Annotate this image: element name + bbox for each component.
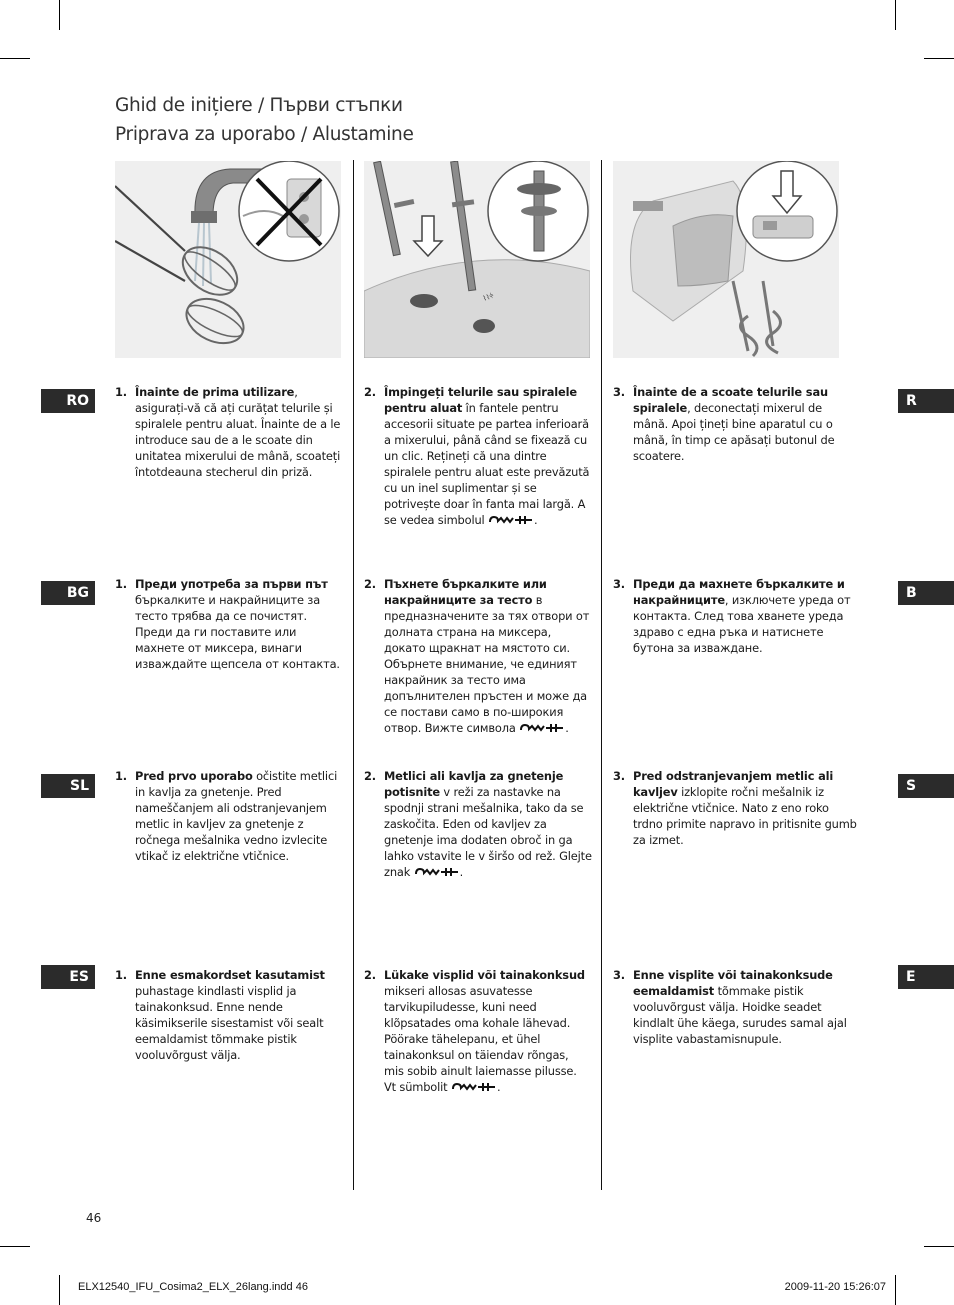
step-text: mikseri allosas asuvatesse tarvikupiludesse, kuni need klõpsatades oma kohale lähevad. Pöörake tähelepanu, et ühel tainakonksul on täiendav rõngas, mis sobib ainult laiemasse pilusse. Vt sümbolit <box>384 984 577 1094</box>
page-title-line2: Priprava za uporabo / Alustamine <box>115 124 414 145</box>
step-text: puhastage kindlasti visplid ja tainakonksud. Enne nende käsimikserile sisestamist või sealt eemaldamist tõmmake pistik vooluvõrgust välja. <box>135 984 324 1062</box>
step-number: 1. <box>115 769 127 783</box>
svg-text:⌇⌇⫩: ⌇⌇⫩ <box>481 291 495 303</box>
lang-badge-cut-sl: S <box>898 774 954 798</box>
step-number: 1. <box>115 385 127 399</box>
step-es-2 <box>364 967 590 1095</box>
page-title-line1: Ghid de inițiere / Първи стъпки <box>115 95 403 116</box>
column-divider <box>601 160 602 1190</box>
beater-symbol-icon <box>451 1082 497 1092</box>
step-number: 3. <box>613 769 625 783</box>
step-ro-2 <box>364 384 592 528</box>
step-text: , deconectați mixerul de mână. Apoi țineți bine aparatul cu o mână, în timp ce apăsați butonul de scoatere. <box>633 401 835 463</box>
lang-badge-cut-ro: R <box>898 389 954 413</box>
illustration-eject-beaters <box>613 161 839 358</box>
footer-timestamp: 2009-11-20 15:26:07 <box>784 1281 886 1293</box>
step-number: 1. <box>115 968 127 982</box>
step-end: . <box>565 721 569 735</box>
step-bold: Lükake visplid või tainakonksud <box>384 968 585 982</box>
step-text: бъркалките и накрайниците за тесто трябва да се почистят. Преди да ги поставите или махнете от миксера, винаги изваждайте щепсела от контакта. <box>135 593 340 671</box>
step-text: , изключете уреда от контакта. След това хванете уреда здраво с една ръка и натиснете бутона за изваждане. <box>633 593 851 655</box>
step-bold: Metlici ali kavlja za gnetenje potisnite <box>384 769 564 799</box>
crop-mark <box>895 0 896 30</box>
step-bg-2 <box>364 576 592 736</box>
page-number: 46 <box>86 1211 102 1225</box>
step-text: în fantele pentru accesorii situate pe partea inferioară a mixerului, până când se fixează cu un clic. Rețineți că una dintre spiralele pentru aluat este prevăzută cu un inel suplimentar și se potrivește doar în fanta mai largă. A se vedea simbolul <box>384 401 590 527</box>
step-number: 3. <box>613 385 625 399</box>
step-text: tõmmake pistik vooluvõrgust välja. Hoidke seadet kindlalt ühe käega, surudes samal ajal visplite vabastamisnupule. <box>633 984 847 1046</box>
crop-mark <box>924 1246 954 1247</box>
step-bold: Pred prvo uporabo <box>135 769 253 783</box>
step-bold: Enne visplite või tainakonksude eemaldamist <box>633 968 833 998</box>
step-bold: Enne esmakordset kasutamist <box>135 968 325 982</box>
step-text: v reži za nastavke na spodnji strani mešalnika, tako da se zaskočita. Eden od kavljev za gnetenje ima dodaten obroč in ga lahko vstavite le v širšo od rež. Glejte znak <box>384 785 592 879</box>
step-bold: Преди употреба за първи път <box>135 577 328 591</box>
crop-mark <box>0 58 30 59</box>
step-end: . <box>534 513 538 527</box>
step-sl-2 <box>364 768 592 880</box>
step-number: 2. <box>364 385 376 399</box>
step-bold: Преди да махнете бъркалките и накрайниците <box>633 577 845 607</box>
lang-badge-bg: BG <box>41 581 95 605</box>
step-es-3 <box>613 967 853 1047</box>
column-divider <box>353 160 354 1190</box>
step-bold: Pred odstranjevanjem metlic ali kavljev <box>633 769 834 799</box>
step-ro-1 <box>115 384 343 480</box>
beater-symbol-icon <box>519 723 565 733</box>
step-number: 2. <box>364 968 376 982</box>
step-bg-1 <box>115 576 345 672</box>
lang-badge-cut-es: E <box>898 965 954 989</box>
step-bold: Împingeți telurile sau spiralele pentru aluat <box>384 385 577 415</box>
crop-mark <box>924 58 954 59</box>
lang-badge-es: ES <box>41 965 95 989</box>
step-number: 2. <box>364 577 376 591</box>
illustration-clean-beaters <box>115 161 341 358</box>
step-number: 3. <box>613 577 625 591</box>
footer-file-info: ELX12540_IFU_Cosima2_ELX_26lang.indd 46 <box>78 1281 308 1293</box>
step-number: 2. <box>364 769 376 783</box>
beater-symbol-icon <box>414 867 460 877</box>
step-number: 1. <box>115 577 127 591</box>
step-sl-1 <box>115 768 345 864</box>
crop-mark <box>895 1275 896 1305</box>
step-end: . <box>496 1080 501 1094</box>
step-end: . <box>459 865 464 879</box>
step-text: očistite metlici in kavlja za gnetenje. Pred nameščanjem ali odstranjevanjem metlic in kavljev za gnetenje z ročnega mešalnika vedno izvlecite vtikač iz električne vtičnice. <box>135 769 338 863</box>
crop-mark <box>59 0 60 30</box>
step-bold: Пъхнете бъркалките или накрайниците за тесто <box>384 577 547 607</box>
step-bg-3 <box>613 576 859 656</box>
crop-mark <box>0 1246 30 1247</box>
step-ro-3 <box>613 384 859 464</box>
crop-mark <box>59 1275 60 1305</box>
lang-badge-sl: SL <box>41 774 95 798</box>
step-number: 3. <box>613 968 625 982</box>
step-bold: Înainte de a scoate telurile sau spiralele <box>633 385 828 415</box>
step-text: izklopite ročni mešalnik iz električne vtičnice. Nato z eno roko trdno primite napravo in pritisnite gumb za izmet. <box>633 785 857 847</box>
step-es-1 <box>115 967 335 1063</box>
step-sl-3 <box>613 768 859 848</box>
lang-badge-cut-bg: B <box>898 581 954 605</box>
illustration-insert-beaters <box>364 161 590 358</box>
lang-badge-ro: RO <box>41 389 95 413</box>
beater-symbol-icon <box>488 515 534 525</box>
step-text: в предназначените за тях отвори от долната страна на миксера, докато щракнат на мястото си. Обърнете внимание, че единият накрайник за тесто има допълнителен пръстен и може да се постави само в по-широкия отвор. Вижте символа <box>384 593 590 735</box>
step-bold: Înainte de prima utilizare <box>135 385 295 399</box>
step-text: , asigurați-vă că ați curățat telurile și spiralele pentru aluat. Înainte de a le introduce sau de a le scoate din unitatea mixerului de mână, scoateți întotdeauna stecherul din priză. <box>135 385 341 479</box>
